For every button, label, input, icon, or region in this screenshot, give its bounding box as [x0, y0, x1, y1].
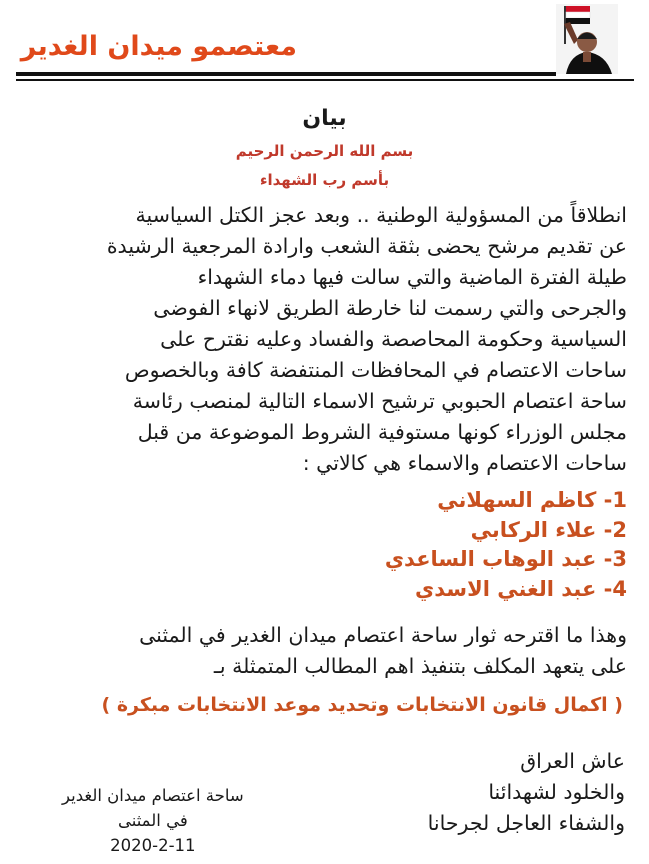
closing-line: وهذا ما اقترحه ثوار ساحة اعتصام ميدان الغدير في المثنى — [139, 623, 627, 647]
candidate-item: 1- كاظم السهلاني — [437, 488, 627, 512]
header-rule-thin — [16, 79, 634, 81]
header-title: معتصمو ميدان الغدير — [20, 31, 297, 62]
salutation-line: والشفاء العاجل لجرحانا — [427, 811, 625, 835]
candidate-item: 3- عبد الوهاب الساعدي — [384, 547, 627, 571]
body-line: والجرحى والتي رسمت لنا خارطة الطريق لانهاء الفوضى — [153, 296, 627, 320]
body-line: ساحات الاعتصام في المحافظات المنتفضة كافة وبالخصوص — [124, 358, 627, 382]
basmala: بسم الله الرحمن الرحيم — [235, 142, 414, 160]
signature-block — [62, 783, 244, 858]
body-line: ساحات الاعتصام والاسماء هي كالاتي : — [302, 451, 627, 475]
salutation-line: والخلود لشهدائنا — [488, 780, 625, 804]
closing-paragraph — [139, 620, 627, 682]
body-line: عن تقديم مرشح يحضى بثقة الشعب وارادة المرجعية الرشيدة — [106, 234, 627, 258]
header — [0, 0, 649, 82]
salutation-block — [428, 746, 625, 839]
statement-title: بيان — [302, 106, 347, 131]
candidate-list — [385, 486, 627, 604]
closing-line: على يتعهد المكلف بتنفيذ اهم المطالب المتمثلة بـ — [213, 654, 627, 678]
candidate-item: 4- عبد الغني الاسدي — [415, 576, 627, 601]
protester-photo-icon — [556, 4, 618, 74]
signature-date: 2020-2-11 — [110, 836, 196, 855]
body-line: السياسية وحكومة المحاصصة والفساد وعليه نقترح على — [160, 327, 627, 351]
salutation-line: عاش العراق — [520, 749, 625, 773]
header-rule-thick — [16, 72, 556, 76]
demand-text: ( اكمال قانون الانتخابات وتحديد موعد الانتخابات مبكرة ) — [101, 694, 623, 716]
martyrs-line: بأسم رب الشهداء — [259, 171, 390, 189]
candidate-item: 2- علاء الركابي — [470, 517, 627, 542]
signature-line: في المثنى — [117, 811, 188, 830]
body-line: انطلاقاً من المسؤولية الوطنية .. وبعد عجز الكتل السياسية — [135, 203, 627, 227]
body-line: طيلة الفترة الماضية والتي سالت فيها دماء الشهداء — [197, 265, 627, 289]
signature-line: ساحة اعتصام ميدان الغدير — [62, 786, 244, 805]
body-line: ساحة اعتصام الحبوبي ترشيح الاسماء التالية لمنصب رئاسة — [132, 389, 627, 413]
statement-body — [107, 200, 627, 479]
body-line: مجلس الوزراء كونها مستوفية الشروط الموضوعة من قبل — [137, 420, 627, 444]
